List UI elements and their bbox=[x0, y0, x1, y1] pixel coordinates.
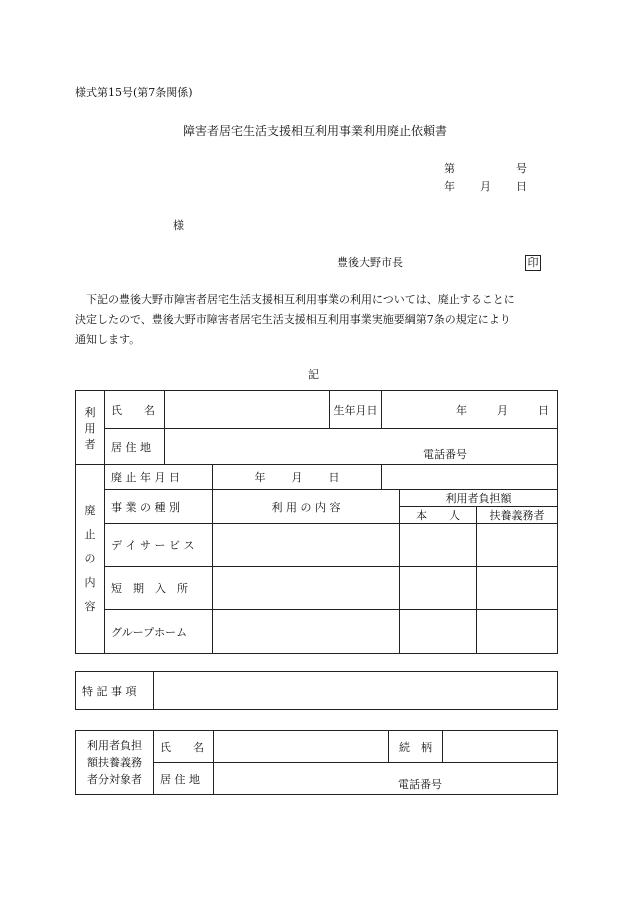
notice-line-3: 通知します。 bbox=[75, 333, 141, 346]
abolition-month: 月 bbox=[291, 471, 303, 484]
phone-label: 電話番号 bbox=[423, 448, 467, 461]
supporter-table bbox=[75, 730, 558, 795]
supporter-field-2[interactable] bbox=[477, 567, 558, 610]
name-label: 氏 名 bbox=[105, 391, 165, 429]
abolition-date-field[interactable] bbox=[213, 465, 382, 490]
seal-mark: 印 bbox=[525, 255, 541, 271]
supporter-group-line-1: 利用者負担 bbox=[87, 739, 142, 752]
form-number: 様式第15号(第7条関係) bbox=[75, 86, 193, 99]
address-field[interactable] bbox=[165, 429, 558, 465]
abolition-date-blank[interactable] bbox=[382, 465, 558, 490]
supporter-label: 扶養義務者 bbox=[477, 507, 558, 524]
main-table bbox=[75, 390, 558, 654]
date-year: 年 bbox=[444, 180, 455, 193]
service-short-stay: 短 期 入 所 bbox=[105, 567, 213, 610]
addressee-sama: 様 bbox=[173, 219, 184, 232]
notes-table bbox=[75, 671, 558, 710]
address-label: 居 住 地 bbox=[105, 429, 165, 465]
supporter-group-label bbox=[76, 731, 154, 795]
notice-line-2: 決定したので、豊後大野市障害者居宅生活支援相互利用事業実施要綱第7条の規定により bbox=[75, 313, 511, 326]
usage-field-1[interactable] bbox=[213, 524, 400, 567]
abolition-year: 年 bbox=[254, 471, 266, 484]
birth-year: 年 bbox=[456, 403, 467, 417]
supporter-phone-label: 電話番号 bbox=[398, 778, 442, 791]
number-dai: 第 bbox=[444, 162, 455, 175]
notice-paragraph bbox=[75, 290, 555, 350]
issuer-name: 豊後大野市長 bbox=[337, 256, 403, 269]
birthdate-label: 生年月日 bbox=[330, 391, 382, 429]
date-month: 月 bbox=[480, 180, 491, 193]
notes-label: 特 記 事 項 bbox=[76, 672, 154, 710]
supporter-group-line-2: 額扶養義務 bbox=[87, 756, 142, 769]
service-type-label: 事 業 の 種 別 bbox=[105, 490, 213, 524]
relation-label: 続 柄 bbox=[389, 731, 443, 763]
birth-month: 月 bbox=[497, 403, 508, 417]
document-title: 障害者居宅生活支援相互利用事業利用廃止依頼書 bbox=[183, 124, 448, 138]
supporter-group-line-3: 者分対象者 bbox=[87, 773, 142, 786]
name-field[interactable] bbox=[165, 391, 330, 429]
burden-label: 利用者負担額 bbox=[400, 490, 558, 507]
number-go: 号 bbox=[516, 162, 527, 175]
supporter-field-3[interactable] bbox=[477, 610, 558, 654]
birth-day: 日 bbox=[538, 403, 549, 417]
service-day-service: デ イ サ ー ビ ス bbox=[105, 524, 213, 567]
supporter-field-1[interactable] bbox=[477, 524, 558, 567]
birthdate-field[interactable] bbox=[382, 391, 558, 429]
abolition-group-label: 廃 止 の 内 容 bbox=[76, 465, 105, 654]
usage-label: 利 用 の 内 容 bbox=[213, 490, 400, 524]
notice-line-1: 下記の豊後大野市障害者居宅生活支援相互利用事業の利用については、廃止することに bbox=[86, 293, 515, 306]
abolition-day: 日 bbox=[328, 471, 340, 484]
user-group-label: 利 用 者 bbox=[76, 391, 105, 465]
self-field-1[interactable] bbox=[400, 524, 477, 567]
supporter-name-field[interactable] bbox=[214, 731, 389, 763]
ki-heading: 記 bbox=[308, 368, 319, 381]
relation-field[interactable] bbox=[443, 731, 558, 763]
supporter-name-label: 氏 名 bbox=[154, 731, 214, 763]
usage-field-3[interactable] bbox=[213, 610, 400, 654]
service-group-home: グループホーム bbox=[105, 610, 213, 654]
supporter-address-field[interactable] bbox=[214, 763, 558, 795]
self-field-3[interactable] bbox=[400, 610, 477, 654]
usage-field-2[interactable] bbox=[213, 567, 400, 610]
date-day: 日 bbox=[516, 180, 527, 193]
self-label: 本 人 bbox=[400, 507, 477, 524]
abolition-date-label: 廃 止 年 月 日 bbox=[105, 465, 213, 490]
notes-field[interactable] bbox=[154, 672, 558, 710]
self-field-2[interactable] bbox=[400, 567, 477, 610]
supporter-address-label: 居 住 地 bbox=[154, 763, 214, 795]
